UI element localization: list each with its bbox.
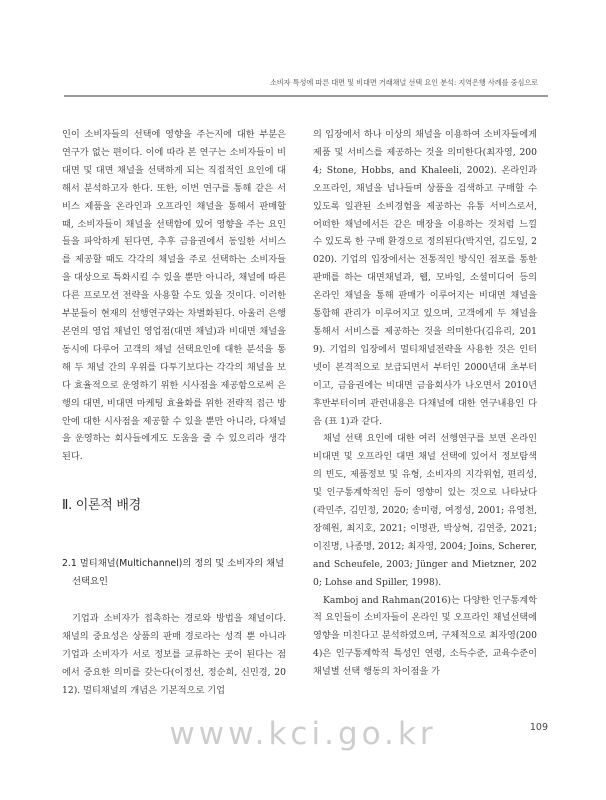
body-paragraph: 인이 소비자들의 선택에 영향을 주는지에 대한 부분은 연구가 없는 편이다. 이에 따라 본 연구는 소비자들이 비대면 및 대면 채널을 선택하게 되는 직접적인 요인에 대해서 분석하고자 한다. 또한, 이번 연구를 통해 같은 서비스 제품을 온라인과 오프라인 채널을 통해서 판매할 때, 소비자들이 채널을 선택함에 있어 영향을 주는 요인들을 파악하게 된다면, 추후 금융권에서 동일한 서비스를 제공할 때도 각각의 채널을 주로 선택하는 소비자들을 대상으로 특화시킬 수 있을 뿐만 아니라, 채널에 따른 다른 프로모션 전략을 사용할 수도 있을 것이다. 이러한 부분들이 현재의 선행연구와는 차별화된다. 아울러 은행 본연의 영업 채널인 영업점(대면 채널)과 비대면 채널을 동시에 다루어 고객의 채널 선택요인에 대한 분석을 통해 두 채널 간의 우위를 다투기보다는 각각의 채널을 보다 효율적으로 운영하기 위한 시사점을 제공함으로써 은행의 대면, 비대면 마케팅 효율화를 위한 전략적 접근 방안에 대한 시사점을 제공할 수 있을 뿐만 아니라, 다채널을 운영하는 회사들에게도 도움을 줄 수 있으리라 생각된다.: [62, 129, 286, 463]
header-rule: [64, 95, 548, 97]
section-heading: Ⅱ. 이론적 배경: [62, 498, 141, 514]
watermark: www.kci.go.kr: [169, 716, 437, 752]
running-header: 소비자 특성에 따른 대면 및 비대면 거래채널 선택 요인 분석: 지역은행 사례를 중심으로: [269, 78, 538, 87]
body-paragraph: 기업과 소비자가 접촉하는 경로와 방법을 채널이다. 채널의 중요성은 상품의 판매 경로라는 성격 뿐 아니라 기업과 소비자가 서로 정보를 교류하는 곳이 된다는 점에서 중요한 의미를 갖는다(이정선, 정순희, 신민경, 2012). 멀티채널의 개념은 기본적으로 기업: [62, 613, 286, 696]
left-column: [62, 126, 286, 700]
body-paragraph: 채널 선택 요인에 대한 여러 선행연구를 보면 온라인 비대면 및 오프라인 대면 채널 선택에 있어서 정보탐색의 빈도, 제품정보 및 유형, 소비자의 지각위험, 편리성, 및 인구통계학적인 등이 영향이 있는 것으로 나타났다(곽민주, 김민정, 2020; 송미령, 여정성, 2001; 유영천, 장혜원, 최지호, 2021; 이명관, 박상혁, 김연중, 2021; 이진명, 나종명, 2012; 최자영, 2004; Joins, Scherer, and Scheufele, 2003; Jünger and Mietzner, 2020; Lohse and Spiller, 1998).: [313, 433, 537, 588]
body-paragraph: 의 입장에서 하나 이상의 채널을 이용하여 소비자들에게 제품 및 서비스를 제공하는 것을 의미한다(최자영, 2004; Stone, Hobbs, and Khaleeli, 2002). 온라인과 오프라인, 채널을 넘나들며 상품을 검색하고 구매할 수 있도록 일관된 소비경험을 제공하는 유통 서비스로서, 어떠한 채널에서든 같은 매장을 이용하는 것처럼 느낄 수 있도록 한 구매 환경으로 정의된다(박지연, 김도일, 2020). 기업의 입장에서는 전통적인 방식인 점포를 통한 판매를 하는 대면채널과, 웹, 모바일, 소셜미디어 등의 온라인 채널을 통해 판매가 이루어지는 비대면 채널을 통합해 관리가 이루어지고 있으며, 고객에게 두 채널을 통해서 서비스를 제공하는 것을 의미한다(김유리, 2019). 기업의 입장에서 멀티채널전략을 사용한 것은 인터넷이 본격적으로 보급되면서 부터인 2000년대 초부터이고, 금융권에는 비대면 금융회사가 나오면서 2010년 후반부터이며 관련내용은 다채널에 대한 연구내용인 다음 (표 1)과 같다.: [313, 129, 537, 427]
page-number: 109: [529, 722, 548, 733]
body-paragraph: Kamboj and Rahman(2016)는 다양한 인구통계학적 요인들이 소비자들이 온라인 및 오프라인 채널선택에 영향을 미친다고 분석하였으며, 구체적으로 최자영(2004)은 인구통계학적 특성인 연령, 소득수준, 교육수준이 채널별 선택 행동의 차이점을 가: [313, 594, 537, 678]
subsection-heading: 2.1 멀티채널(Multichannel)의 정의 및 소비자의 채널 선택요인: [62, 558, 285, 588]
right-column: [313, 126, 537, 681]
